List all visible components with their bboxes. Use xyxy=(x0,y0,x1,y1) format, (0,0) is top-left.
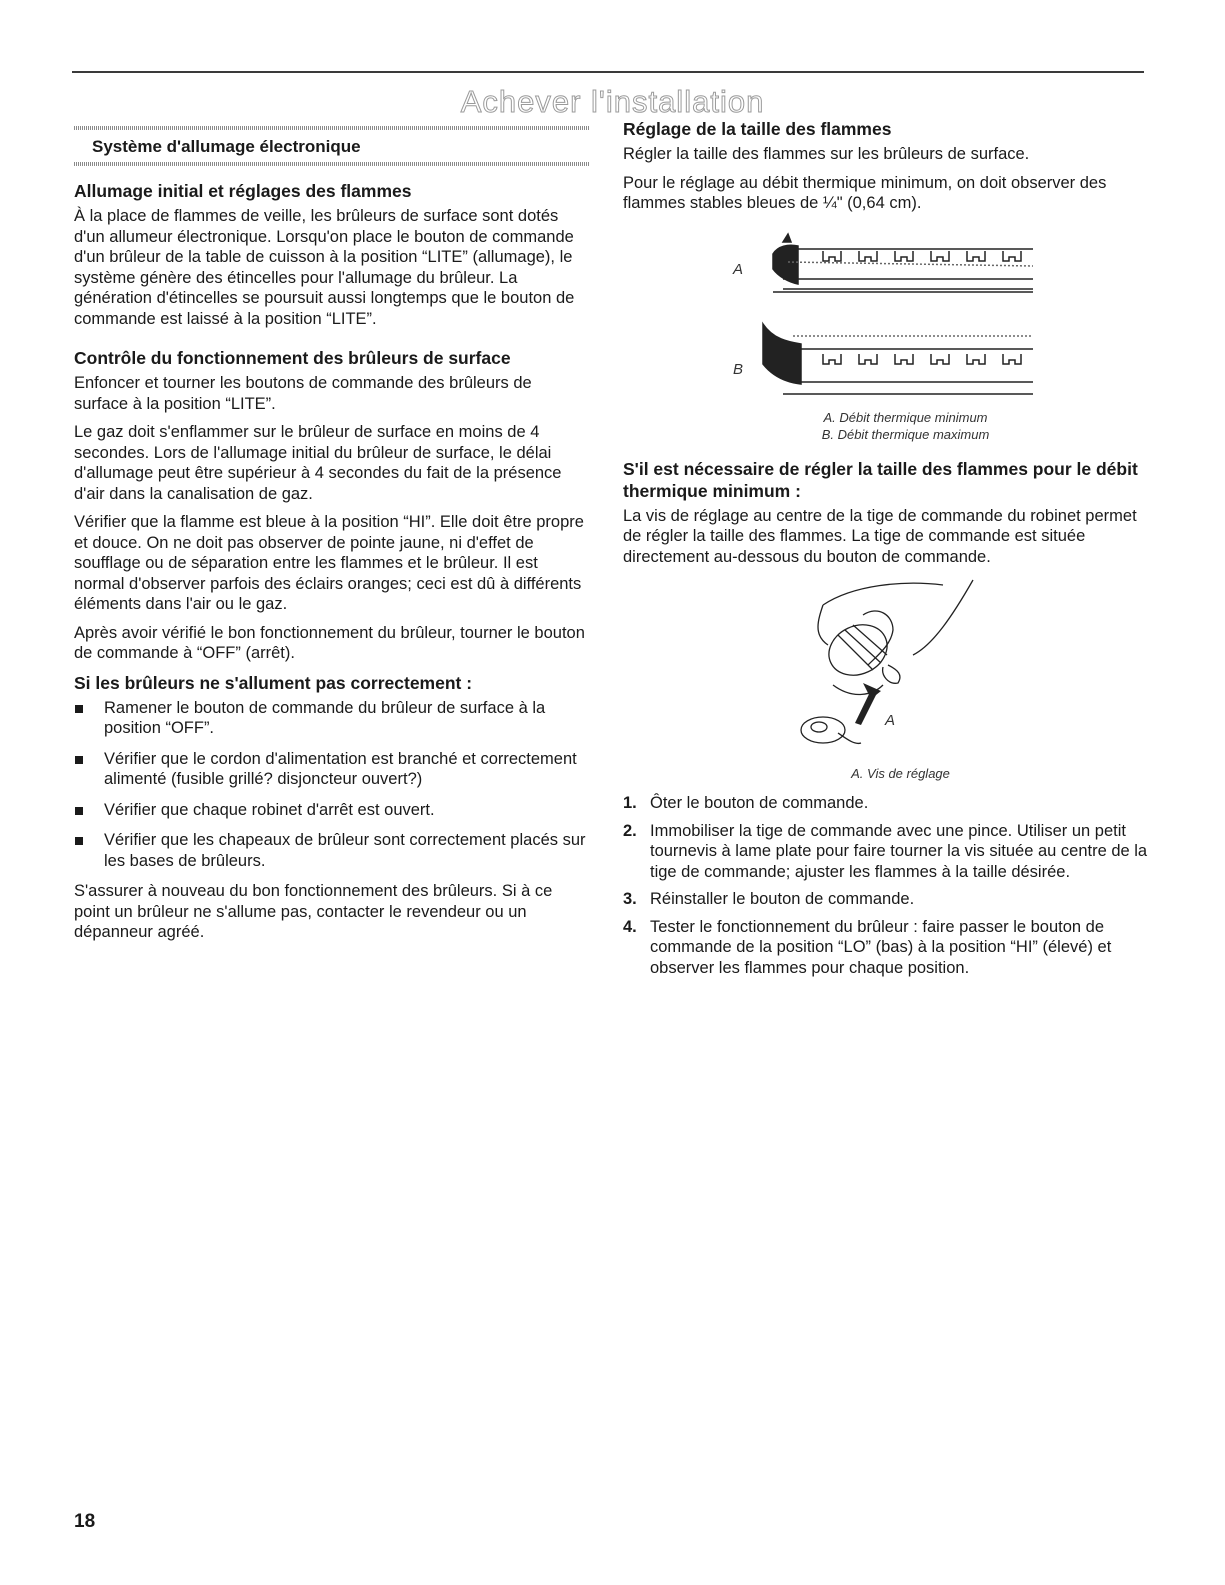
page-number: 18 xyxy=(74,1511,96,1532)
troubleshoot-list xyxy=(74,698,590,872)
heading-flame-size: Réglage de la taille des flammes xyxy=(623,119,892,139)
step-number: 1. xyxy=(623,794,637,812)
list-item xyxy=(623,889,1148,910)
figure-label-a: A xyxy=(733,260,744,278)
list-item xyxy=(623,793,1148,814)
list-item: Vérifier que chaque robinet d'arrêt est ouvert. xyxy=(74,800,590,821)
paragraph-burner-check-3: Vérifier que la flamme est bleue à la position “HI”. Elle doit être propre et douce. On ne doit pas observer de pointe jaune, ni d'effet de soufflage ou de séparation entre les flammes et le brûleur. Il est normal d'observer parfois des éclairs oranges; ceci est dû à différents éléments dans l'air ou le gaz. xyxy=(74,513,584,613)
figure-caption-b: B. Débit thermique maximum xyxy=(821,426,990,442)
list-item xyxy=(623,917,1148,979)
section-title: Système d'allumage électronique xyxy=(92,137,361,156)
paragraph-burner-check-4: Après avoir vérifié le bon fonctionnement du brûleur, tourner le bouton de commande à “OFF” (arrêt). xyxy=(74,623,585,662)
step-text: Immobiliser la tige de commande avec une pince. Utiliser un petit tournevis à lame plate pour faire tourner la vis située au centre de la tige de commande; ajuster les flammes à la taille désirée. xyxy=(650,821,1148,881)
hand-knob-illustration xyxy=(623,575,1148,760)
list-item: Vérifier que le cordon d'alimentation est branché et correctement alimenté (fusible grillé? disjoncteur ouvert?) xyxy=(74,749,590,790)
heading-troubleshoot: Si les brûleurs ne s'allument pas correctement : xyxy=(74,672,473,693)
burner-a-drawing xyxy=(773,234,1033,292)
figure-label-b: B xyxy=(733,360,744,378)
list-item: Ramener le bouton de commande du brûleur de surface à la position “OFF”. xyxy=(74,698,590,739)
section-band-bottom xyxy=(74,162,590,166)
paragraph-burner-check-2: Le gaz doit s'enflammer sur le brûleur de surface en moins de 4 secondes. Lors de l'allumage initial du brûleur de surface, le délai d'allumage peut être supérieur à 4 secondes du fait de la présence d'air dans la canalisation de gaz. xyxy=(74,423,562,503)
step-text: Tester le fonctionnement du brûleur : faire passer le bouton de commande de la position “LO” (bas) à la position “HI” (élevé) et observer les flammes pour chaque position. xyxy=(650,917,1112,977)
heading-min-adjust: S'il est nécessaire de régler la taille des flammes pour le débit thermique minimum : xyxy=(623,458,1138,501)
paragraph-flame-size-2: Pour le réglage au débit thermique minimum, on doit observer des flammes stables bleues de ¼" (0,64 cm). xyxy=(623,173,1107,212)
step-text: Ôter le bouton de commande. xyxy=(650,794,869,812)
paragraph-min-adjust: La vis de réglage au centre de la tige de commande du robinet permet de régler la taille des flammes. La tige de commande est située directement au-dessous du bouton de commande. xyxy=(623,506,1137,566)
right-column xyxy=(623,118,1148,985)
section-header xyxy=(74,126,590,166)
step-number: 3. xyxy=(623,890,637,908)
paragraph-burner-check-1: Enfoncer et tourner les boutons de commande des brûleurs de surface à la position “LITE”. xyxy=(74,374,532,413)
steps-list xyxy=(623,793,1148,978)
list-item xyxy=(623,821,1148,883)
paragraph-initial-ignition: À la place de flammes de veille, les brûleurs de surface sont dotés d'un allumeur électronique. Lorsqu'on place le bouton de commande d'un brûleur de la table de cuisson à la position “LITE” (allumage), le système génère des étincelles pour l'allumage du brûleur. La génération d'étincelles se poursuit aussi longtemps que le bouton de commande est laissé à la position “LITE”. xyxy=(74,207,575,328)
left-column xyxy=(74,126,590,951)
step-number: 2. xyxy=(623,821,637,840)
figure-caption-screw: A. Vis de réglage xyxy=(851,766,950,781)
burner-b-drawing xyxy=(763,324,1033,394)
heading-burner-check: Contrôle du fonctionnement des brûleurs de surface xyxy=(74,348,511,368)
screw-figure xyxy=(623,575,1148,785)
flame-figure xyxy=(623,224,1148,444)
step-text: Réinstaller le bouton de commande. xyxy=(650,890,915,908)
heading-initial-ignition: Allumage initial et réglages des flammes xyxy=(74,181,412,201)
paragraph-flame-size-1: Régler la taille des flammes sur les brûleurs de surface. xyxy=(623,145,1030,163)
top-rule xyxy=(72,71,1144,73)
flame-illustration xyxy=(623,224,1148,404)
figure-label-screw: A xyxy=(885,712,896,729)
list-item: Vérifier que les chapeaux de brûleur sont correctement placés sur les bases de brûleurs. xyxy=(74,830,590,871)
page-title: Achever l'installation xyxy=(460,84,765,119)
figure-caption-a: A. Débit thermique minimum xyxy=(823,409,988,425)
step-number: 4. xyxy=(623,917,637,936)
paragraph-final: S'assurer à nouveau du bon fonctionnement des brûleurs. Si à ce point un brûleur ne s'allume pas, contacter le revendeur ou un dépanneur agréé. xyxy=(74,882,553,941)
